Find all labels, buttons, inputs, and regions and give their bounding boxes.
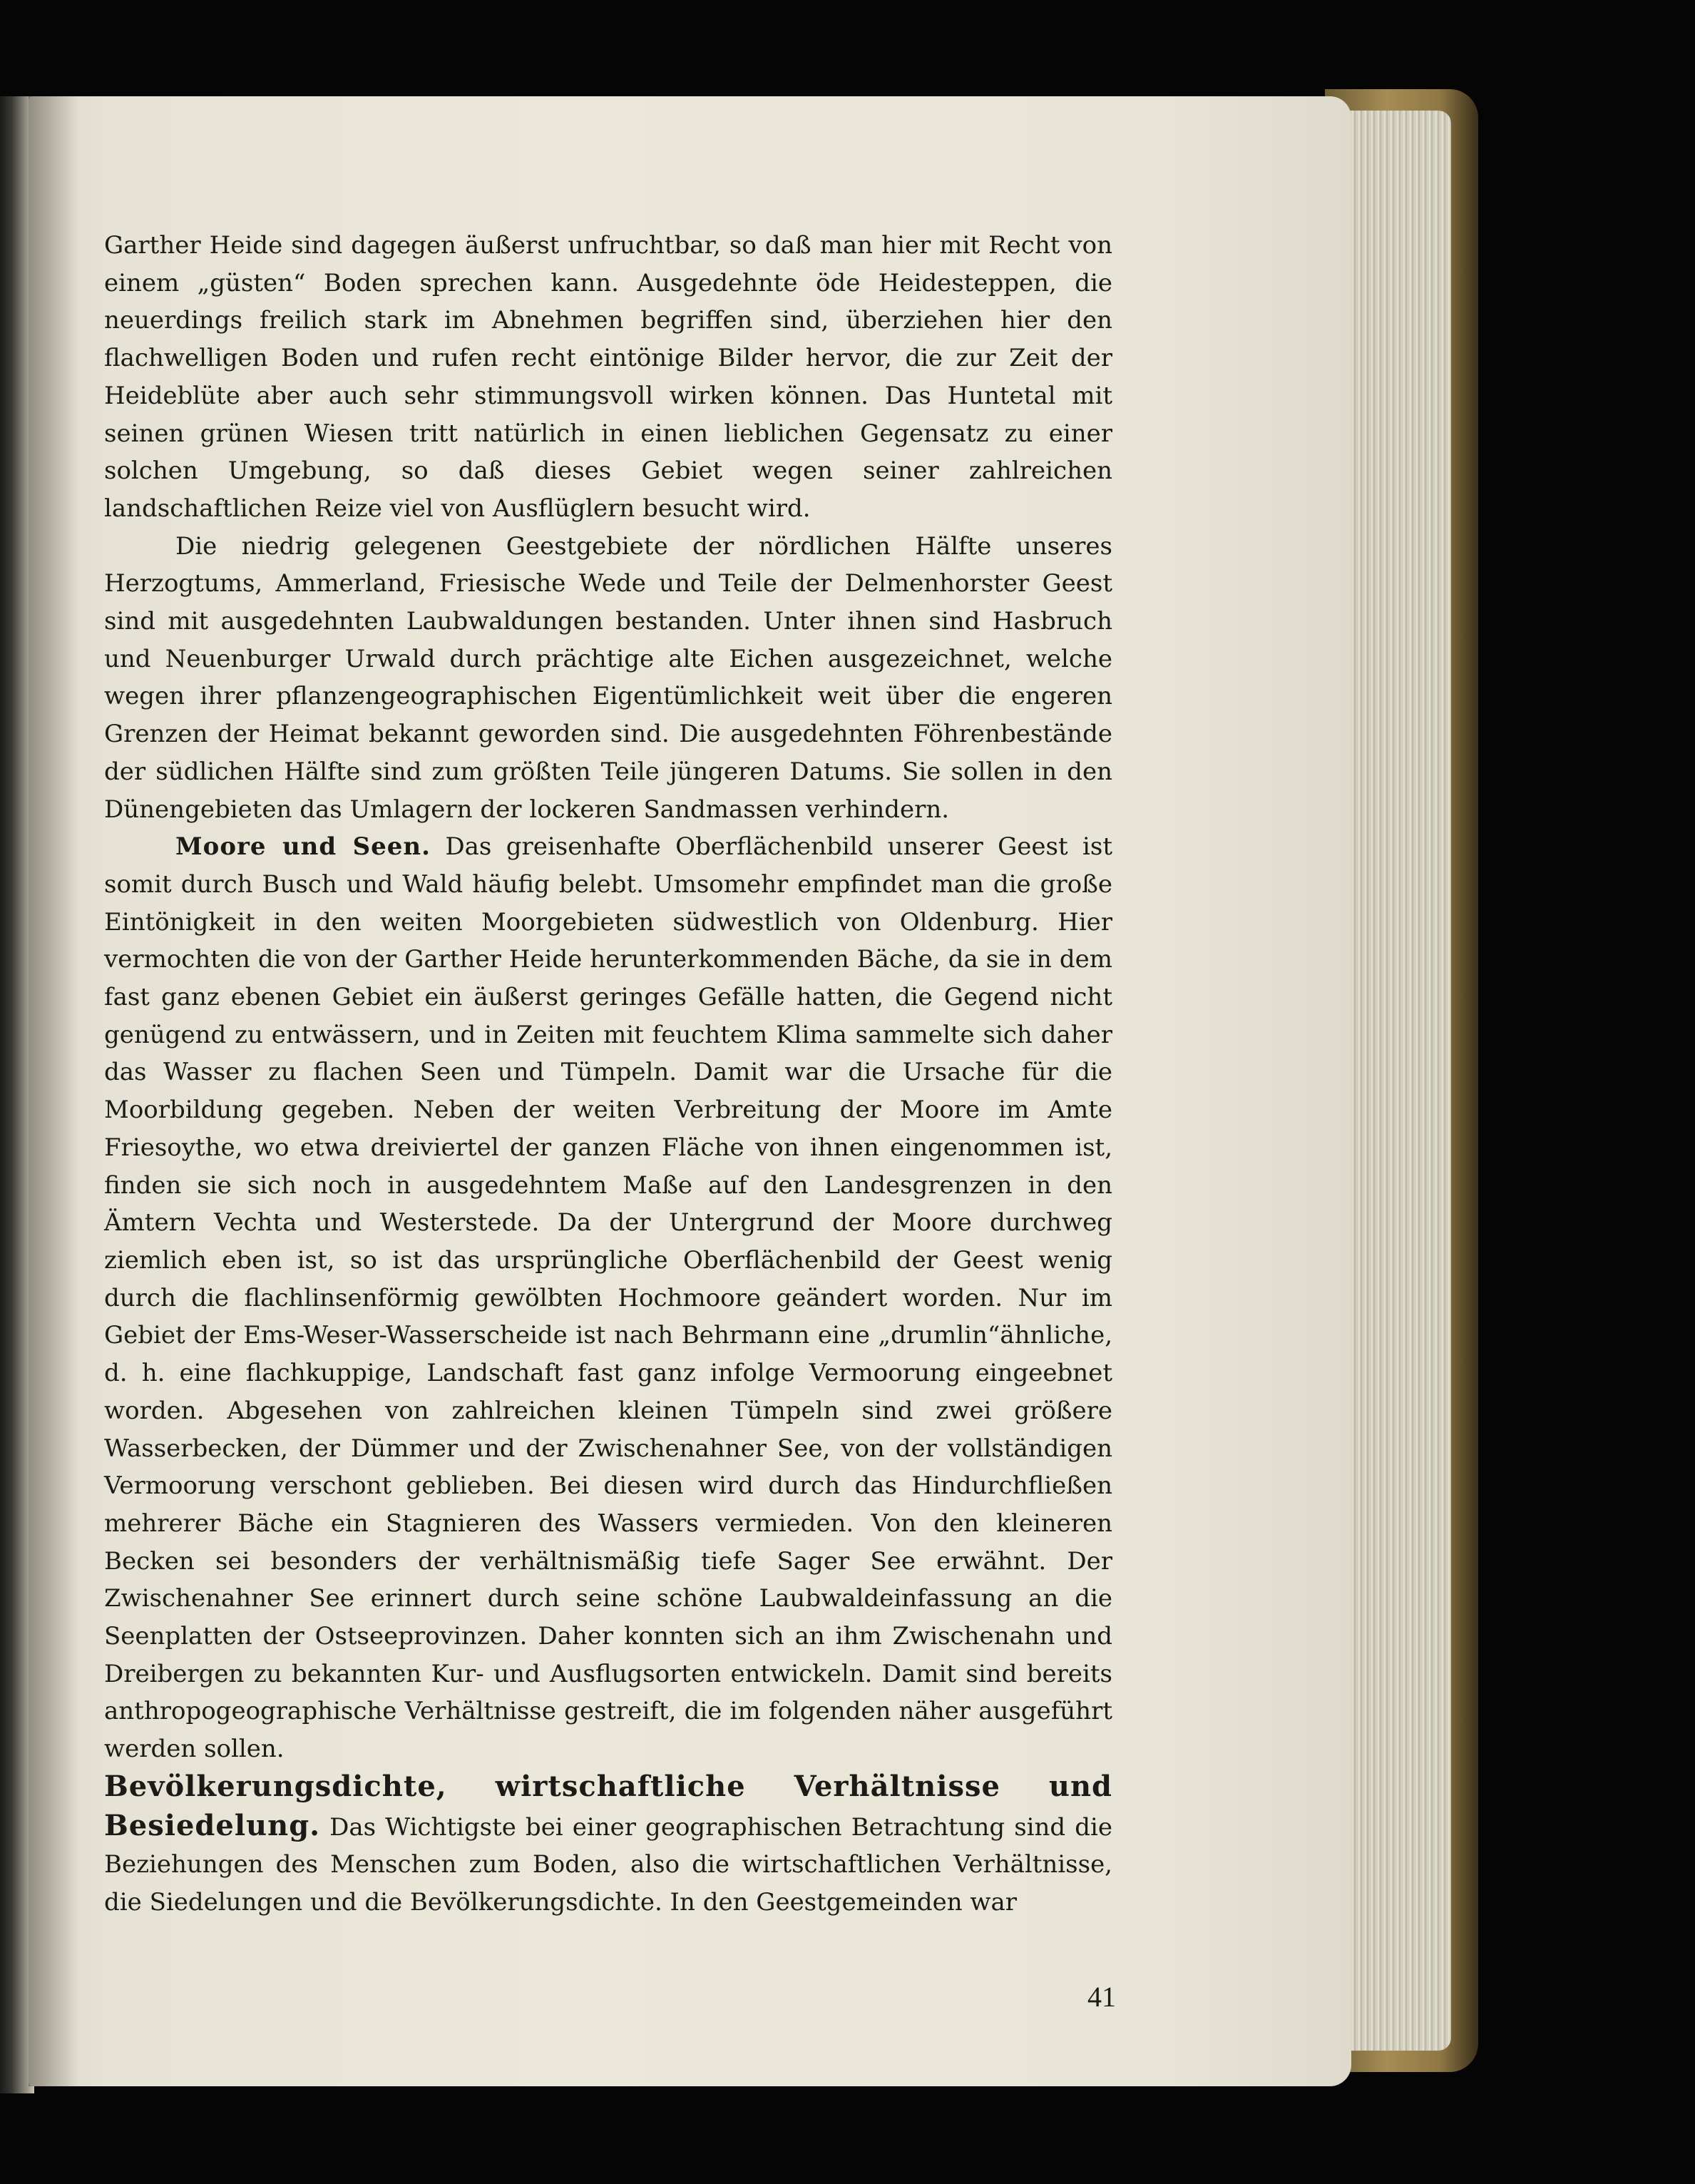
section-bevoelkerungsdichte <box>104 1768 1112 1922</box>
page-number: 41 <box>1087 1981 1116 2013</box>
section-heading-bevoelkerungsdichte: Bevölkerungsdichte, wirtschaftliche Verhältnisse und Besiedelung. <box>104 1769 1112 1842</box>
section-bevoelkerungsdichte-text: Das Wichtigste bei einer geographischen Betrachtung sind die Beziehungen des Menschen zum Boden, also die wirtschaftlichen Verhältnisse, die Siedelungen und die Bevölkerungsdichte. In den Geestgemeinden war <box>104 1812 1112 1917</box>
section-heading-moore-und-seen: Moore und Seen. <box>175 832 431 862</box>
body-text <box>104 227 1112 1922</box>
paragraph-2-text: Die niedrig gelegenen Geestgebiete der nördlichen Hälfte unseres Herzogtums, Ammerland, Friesische Wede und Teile der Delmenhorster Geest sind mit ausgedehnten Laubwaldungen bestanden. Unter ihnen sind Hasbruch und Neuenburger Urwald durch prächtige alte Eichen ausgezeichnet, welche wegen ihrer pflanzengeographischen Eigentümlichkeit weit über die engeren Grenzen der Heimat bekannt geworden sind. Die ausgedehnten Föhrenbestände der südlichen Hälfte sind zum größten Teile jüngeren Datums. Sie sollen in den Dünengebieten das Umlagern der lockeren Sandmassen verhindern. <box>104 531 1112 824</box>
paragraph-1 <box>104 227 1112 528</box>
section-moore-und-seen-text: Das greisenhafte Oberflächenbild unserer Geest ist somit durch Busch und Wald häufig belebt. Umsomehr empfindet man die große Eintönigkeit in den weiten Moorgebieten südwestlich von Oldenburg. Hier vermochten die von der Garther Heide herunterkommenden Bäche, da sie in dem fast ganz ebenen Gebiet ein äußerst geringes Gefälle hatten, die Gegend nicht genügend zu entwässern, und in Zeiten mit feuchtem Klima sammelte sich daher das Wasser zu flachen Seen und Tümpeln. Damit war die Ursache für die Moorbildung gegeben. Neben der weiten Verbreitung der Moore im Amte Friesoythe, wo etwa dreiviertel der ganzen Fläche von ihnen eingenommen ist, finden sie sich noch in ausgedehntem Maße auf den Landesgrenzen in den Ämtern Vechta und Westerstede. Da der Untergrund der Moore durchweg ziemlich eben ist, so ist das ursprüngliche Oberflächenbild der Geest wenig durch die flachlinsenförmig gewölbten Hochmoore geändert worden. Nur im Gebiet der Ems-Weser-Wasserscheide ist nach Behrmann eine „drumlin“ähnliche, d. h. eine flachkuppige, Landschaft fast ganz infolge Vermoorung eingeebnet worden. Abgesehen von zahlreichen kleinen Tümpeln sind zwei größere Wasserbecken, der Dümmer und der Zwischenahner See, von der vollständigen Vermoorung verschont geblieben. Bei diesen wird durch das Hindurchfließen mehrerer Bäche ein Stagnieren des Wassers vermieden. Von den kleineren Becken sei besonders der verhältnismäßig tiefe Sager See erwähnt. Der Zwischenahner See erinnert durch seine schöne Laubwaldeinfassung an die Seenplatten der Ostseeprovinzen. Daher konnten sich an ihm Zwischenahn und Dreibergen zu bekannten Kur- und Ausflugsorten entwickeln. Damit sind bereits anthropogeographische Verhältnisse gestreift, die im folgenden näher ausgeführt werden sollen. <box>104 832 1112 1764</box>
page-stack-edge <box>1344 111 1451 2051</box>
section-moore-und-seen <box>104 828 1112 1768</box>
gutter-shadow <box>29 96 78 2086</box>
paragraph-2 <box>104 528 1112 829</box>
paragraph-1-text: Garther Heide sind dagegen äußerst unfruchtbar, so daß man hier mit Recht von einem „güsten“ Boden sprechen kann. Ausgedehnte öde Heidesteppen, die neuerdings freilich stark im Abnehmen begriffen sind, überziehen hier den flachwelligen Boden und rufen recht eintönige Bilder hervor, die zur Zeit der Heideblüte aber auch sehr stimmungsvoll wirken können. Das Huntetal mit seinen grünen Wiesen tritt natürlich in einen lieblichen Gegensatz zu einer solchen Umgebung, so daß dieses Gebiet wegen seiner zahlreichen landschaftlichen Reize viel von Ausflüglern besucht wird. <box>104 231 1112 523</box>
